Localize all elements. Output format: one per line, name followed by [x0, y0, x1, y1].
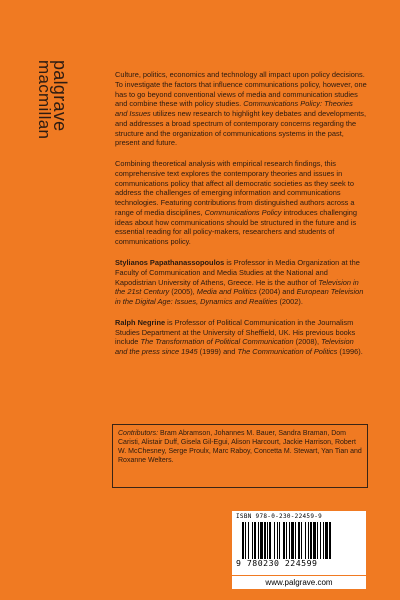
logo-macmillan: macmillan: [35, 60, 54, 140]
logo-palgrave: palgrave: [50, 60, 70, 132]
author-name: Stylianos Papathanassopoulos: [115, 258, 225, 268]
author-bio-1: Stylianos Papathanassopoulos is Professor in Media Organization at the Faculty of Communication and Media Studies at the National and Kapodistrian University of Athens, Greece. He is the author of Television in the 21st Century (2005), Media and Politics (2004) and European Television in the Digital Age: Issues, Dynamics and Realities (2002).: [115, 258, 364, 307]
book-title: Communications Policy: Theories and Issues: [115, 99, 353, 119]
barcode: [232, 511, 366, 575]
isbn-text: ISBN 978-0-230-22459-9: [236, 513, 323, 520]
back-cover-text: [115, 70, 367, 368]
author-bio-2: Ralph Negrine is Professor of Political Communication in the Journalism Studies Department at the University of Sheffield, UK. His previous books include The Transformation of Political Communication (2008), Television and the press since 1945 (1999) and The Communication of Politics (1996).: [115, 317, 363, 357]
barcode-number: 9 780230 224599: [236, 558, 318, 568]
author-name: Ralph Negrine: [115, 317, 166, 327]
contributors-names: Bram Abramson, Johannes M. Bauer, Sandra Braman, Dom Caristi, Alistair Duff, Gisela Gil-Egui, Alison Harcourt, Jackie Harrison, Robert W. McChesney, Serge Proulx, Marc Raboy, Concetta M. Stewart, Yan Tian and Roxanne Welters.: [118, 430, 362, 465]
website-url: www.palgrave.com: [232, 576, 366, 589]
contributors-box: [112, 424, 368, 488]
book-title-short: Communications Policy: [204, 207, 282, 217]
barcode-bars: [242, 522, 360, 559]
contributors-label: Contributors:: [118, 430, 159, 437]
publisher-logo: [35, 60, 70, 180]
blurb-paragraph-1: Culture, politics, economics and technology all impact upon policy decisions. To investigate the factors that influence communications policy, however, one has to go beyond conventional views of media and communication studies and combine these with policy studies. Communications Policy: Theories and Issues utilizes new research to highlight key debates and developments, and addresses a broad spectrum of contemporary concerns regarding the structure and the organization of communications systems in the past, present and future.: [115, 70, 367, 148]
blurb-paragraph-2: Combining theoretical analysis with empirical research findings, this comprehensive text explores the contemporary theories and issues in communications policy that affect all democratic societies as they seek to address the challenges of emerging information and communications technologies. Featuring contributions from distinguished authors across a range of media disciplines, Communications Policy introduces challenging ideas about how communications should be structured in the future and is essential reading for all policy-makers, researchers and students of communications policy.: [115, 159, 357, 247]
